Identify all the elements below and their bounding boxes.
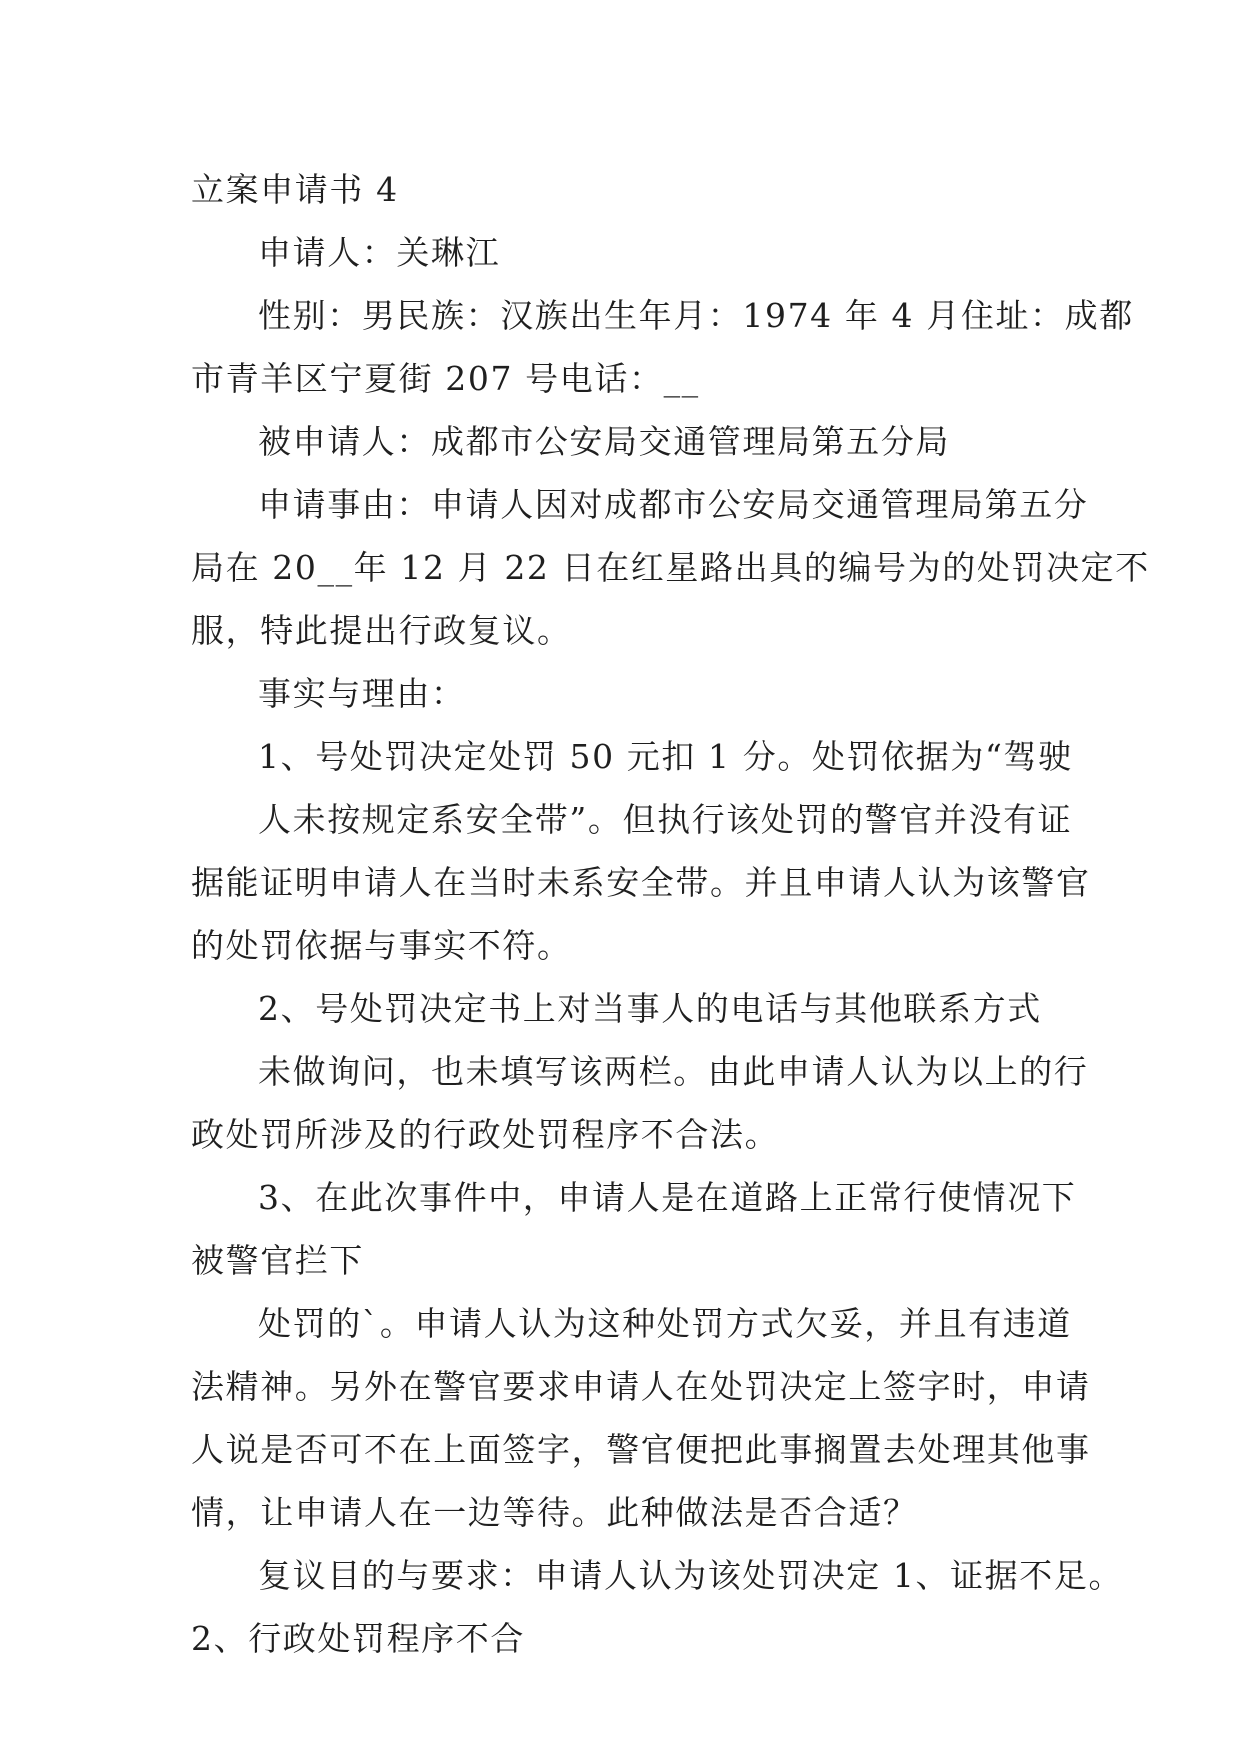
- fact-2-line-1: 2、号处罚决定书上对当事人的电话与其他联系方式: [258, 989, 1042, 1028]
- document-title: 立案申请书 4: [191, 170, 399, 209]
- applicant-line: 申请人：关琳江: [258, 233, 501, 272]
- respondent-line: 被申请人：成都市公安局交通管理局第五分局: [258, 422, 950, 461]
- request-line-1: 复议目的与要求：申请人认为该处罚决定 1、证据不足。: [258, 1556, 1124, 1595]
- request-line-2: 2、行政处罚程序不合: [191, 1619, 525, 1658]
- fact-3-line-1: 3、在此次事件中，申请人是在道路上正常行使情况下: [258, 1178, 1077, 1217]
- reason-line-1: 申请事由：申请人因对成都市公安局交通管理局第五分: [258, 485, 1089, 524]
- fact-1-line-2: 人未按规定系安全带”。但执行该处罚的警官并没有证: [258, 800, 1073, 839]
- fact-3-line-4: 法精神。另外在警官要求申请人在处罚决定上签字时，申请: [191, 1367, 1091, 1406]
- fact-3-line-6: 情，让申请人在一边等待。此种做法是否合适？: [191, 1493, 918, 1532]
- fact-1-line-3: 据能证明申请人在当时未系安全带。并且申请人认为该警官: [191, 863, 1091, 902]
- fact-2-line-3: 政处罚所涉及的行政处罚程序不合法。: [191, 1115, 780, 1154]
- fact-3-line-3: 处罚的`。申请人认为这种处罚方式欠妥，并且有违道: [258, 1304, 1072, 1343]
- fact-1-line-1: 1、号处罚决定处罚 50 元扣 1 分。处罚依据为“驾驶: [258, 737, 1073, 776]
- address-phone-line: 市青羊区宁夏街 207 号电话：__: [191, 359, 700, 398]
- reason-line-3: 服，特此提出行政复议。: [191, 611, 572, 650]
- fact-3-line-5: 人说是否可不在上面签字，警官便把此事搁置去处理其他事: [191, 1430, 1091, 1469]
- document-body: [191, 158, 1150, 1670]
- fact-1-line-4: 的处罚依据与事实不符。: [191, 926, 572, 965]
- personal-info-line: 性别：男民族：汉族出生年月：1974 年 4 月住址：成都: [258, 296, 1134, 335]
- fact-3-line-2: 被警官拦下: [191, 1241, 364, 1280]
- facts-heading: 事实与理由：: [258, 674, 466, 713]
- fact-2-line-2: 未做询问，也未填写该两栏。由此申请人认为以上的行: [258, 1052, 1089, 1091]
- reason-line-2: 局在 20__年 12 月 22 日在红星路出具的编号为的处罚决定不: [191, 548, 1150, 587]
